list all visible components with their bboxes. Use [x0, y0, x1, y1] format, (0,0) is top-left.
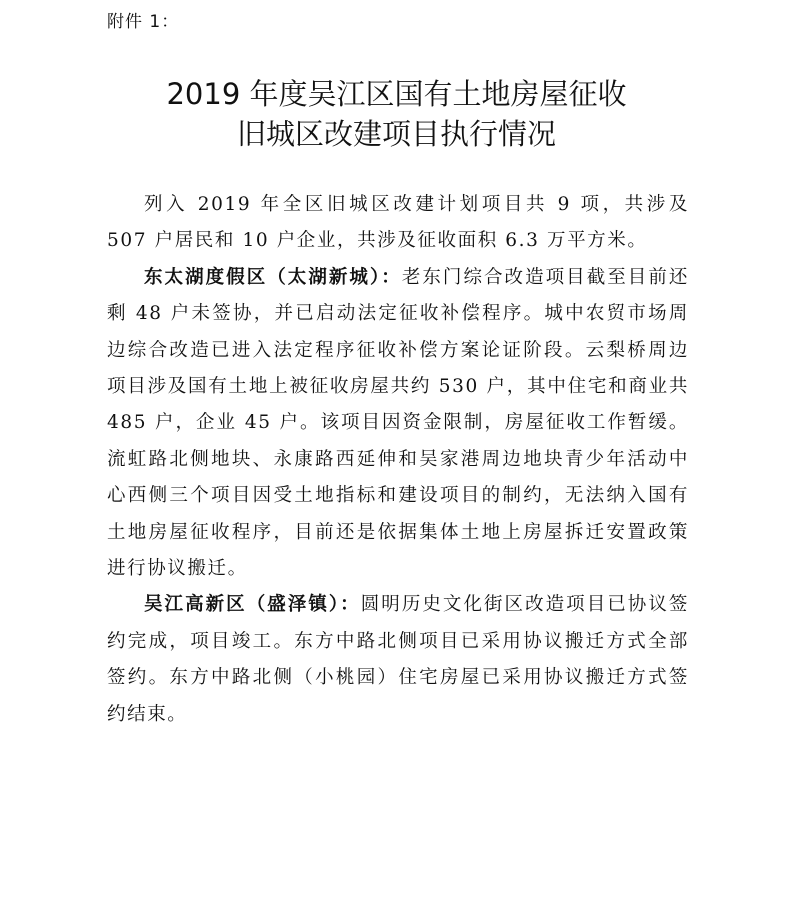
- paragraph-summary: [107, 187, 689, 260]
- document-body: [107, 187, 689, 733]
- title-line-1: 2019 年度吴江区国有土地房屋征收: [166, 77, 627, 111]
- title-line-2: 旧城区改建项目执行情况: [236, 117, 556, 151]
- attachment-label: 附件 1：: [107, 12, 180, 32]
- paragraph-text: 列入 2019 年全区旧城区改建计划项目共 9 项，共涉及 507 户居民和 10 户企业，共涉及征收面积 6.3 万平方米。: [107, 194, 689, 252]
- paragraph-gaoxinqu: [107, 587, 689, 733]
- paragraph-text: 老东门综合改造项目截至目前还剩 48 户未签协，并已启动法定征收补偿程序。城中农贸市场周边综合改造已进入法定程序征收补偿方案论证阶段。云梨桥周边项目涉及国有土地上被征收房屋共约 530 户，其中住宅和商业共 485 户，企业 45 户。该项目因资金限制，房屋征收工作暂缓。流虹路北侧地块、永康路西延伸和吴家港周边地块青少年活动中心西侧三个项目因受土地指标和建设项目的制约，无法纳入国有土地房屋征收程序，目前还是依据集体土地上房屋拆迁安置政策进行协议搬迁。: [107, 266, 689, 580]
- paragraph-lead: 吴江高新区（盛泽镇）：: [144, 594, 361, 616]
- document-title: [0, 74, 793, 154]
- paragraph-dongtaihu: [107, 260, 689, 588]
- paragraph-text: 圆明历史文化街区改造项目已协议签约完成，项目竣工。东方中路北侧项目已采用协议搬迁方式全部签约。东方中路北侧（小桃园）住宅房屋已采用协议搬迁方式签约结束。: [107, 594, 689, 725]
- paragraph-lead: 东太湖度假区（太湖新城）：: [144, 266, 402, 288]
